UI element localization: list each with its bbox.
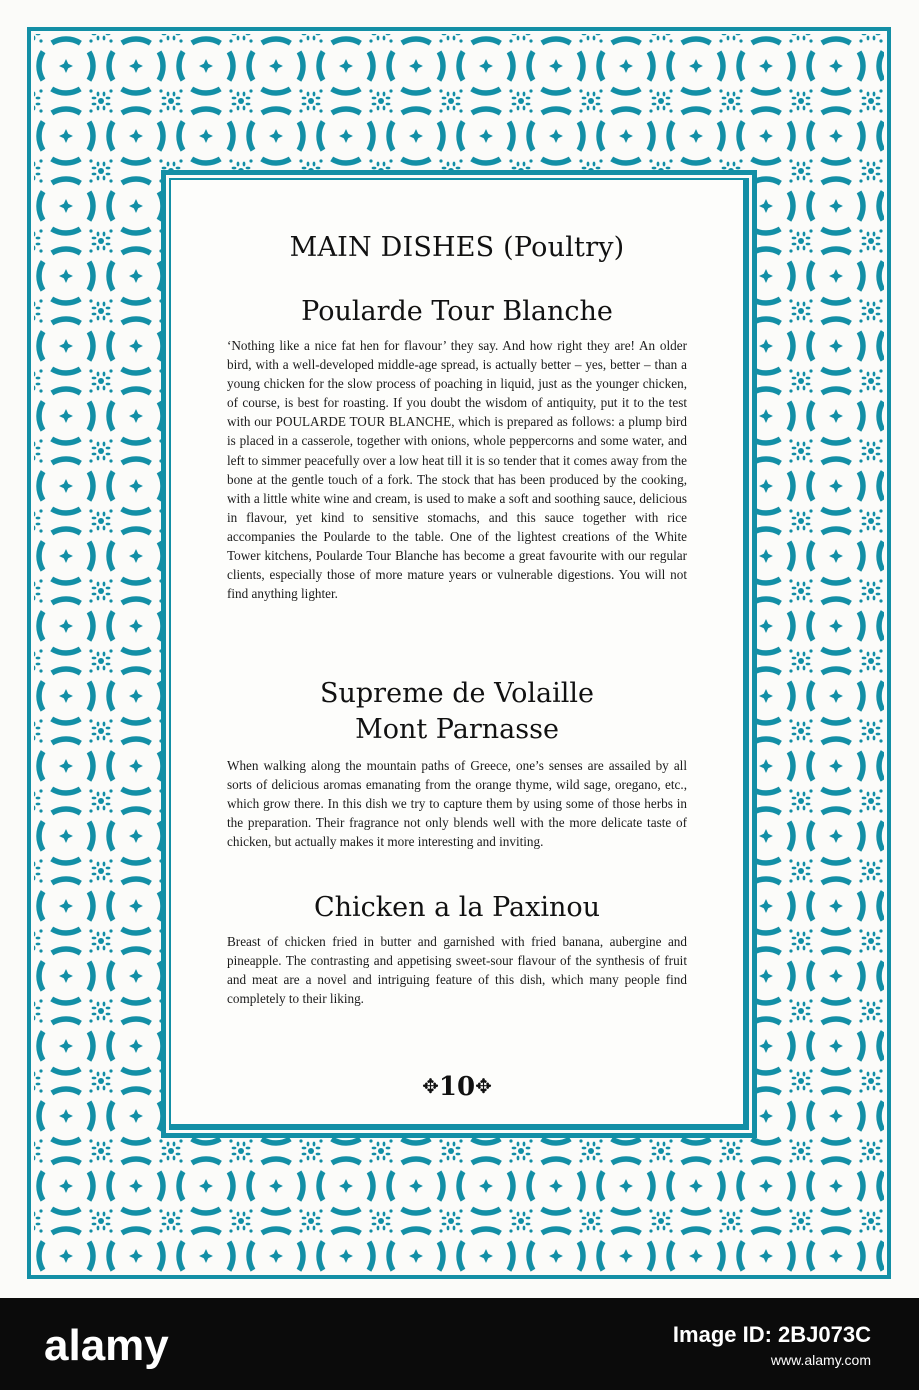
dish-title-poularde: Poularde Tour Blanche <box>301 296 613 327</box>
page-number-value: 10 <box>438 1072 476 1102</box>
section-title: MAIN DISHES (Poultry) <box>289 232 625 263</box>
svg-text:alamy: alamy <box>44 1321 169 1370</box>
dish-description-paxinou: Breast of chicken fried in butter and garnished with fried banana, aubergine and pineapple. The contrasting and appetising sweet-sour flavour of the synthesis of fruit and meat are a novel and intriguing feature of this dish, which many people find completely to their liking. <box>227 934 687 1007</box>
dish-title-supreme-line1: Supreme de Volaille <box>320 678 594 709</box>
image-id: Image ID: 2BJ073C <box>672 1322 871 1347</box>
dish-title-paxinou: Chicken a la Paxinou <box>313 892 601 923</box>
dish-description-supreme: When walking along the mountain paths of Greece, one’s senses are assailed by all sorts of delicious aromas emanating from the orange thyme, wild sage, oregano, etc., which grow there. In this dish we try to capture them by using some of those herbs in the preparation. Their fragrance not only blends well with the more delicate taste of chicken, but actually makes it more interesting and inviting. <box>227 758 687 850</box>
stock-url: www.alamy.com <box>770 1352 871 1368</box>
page-number <box>171 1072 743 1102</box>
dish-title-supreme-line2: Mont Parnasse <box>355 714 559 745</box>
menu-content-panel <box>171 180 743 1124</box>
dish-description-poularde: ‘Nothing like a nice fat hen for flavour’ they say. And how right they are! An older bird, with a well-developed middle-age spread, is actually better – yes, better – than a young chicken for the slow process of poaching in liquid, just as the younger chicken, of course, is best for roasting. If you doubt the wisdom of antiquity, put it to the test with our POULARDE TOUR BLANCHE, which is prepared as follows: a plump bird is placed in a casserole, together with onions, whole peppercorns and some water, and left to simmer peacefully over a low heat till it is so tender that it comes away from the bone at the gentle touch of a fork. The stock that has been produced by the cooking, with a little white wine and cream, is used to make a soft and soothing sauce, delicious in flavour, yet kind to sensitive stomachs, and this sauce together with rice accompanies the Poularde to the table. One of the lightest creations of the White Tower kitchens, Poularde Tour Blanche has become a great favourite with our regular clients, especially those of more mature years or vulnerable digestions. You will not find anything lighter. <box>227 338 687 602</box>
alamy-logo <box>44 1318 214 1374</box>
ornament-right-icon: ✥ <box>475 1074 492 1098</box>
ornament-left-icon: ✥ <box>422 1074 439 1098</box>
